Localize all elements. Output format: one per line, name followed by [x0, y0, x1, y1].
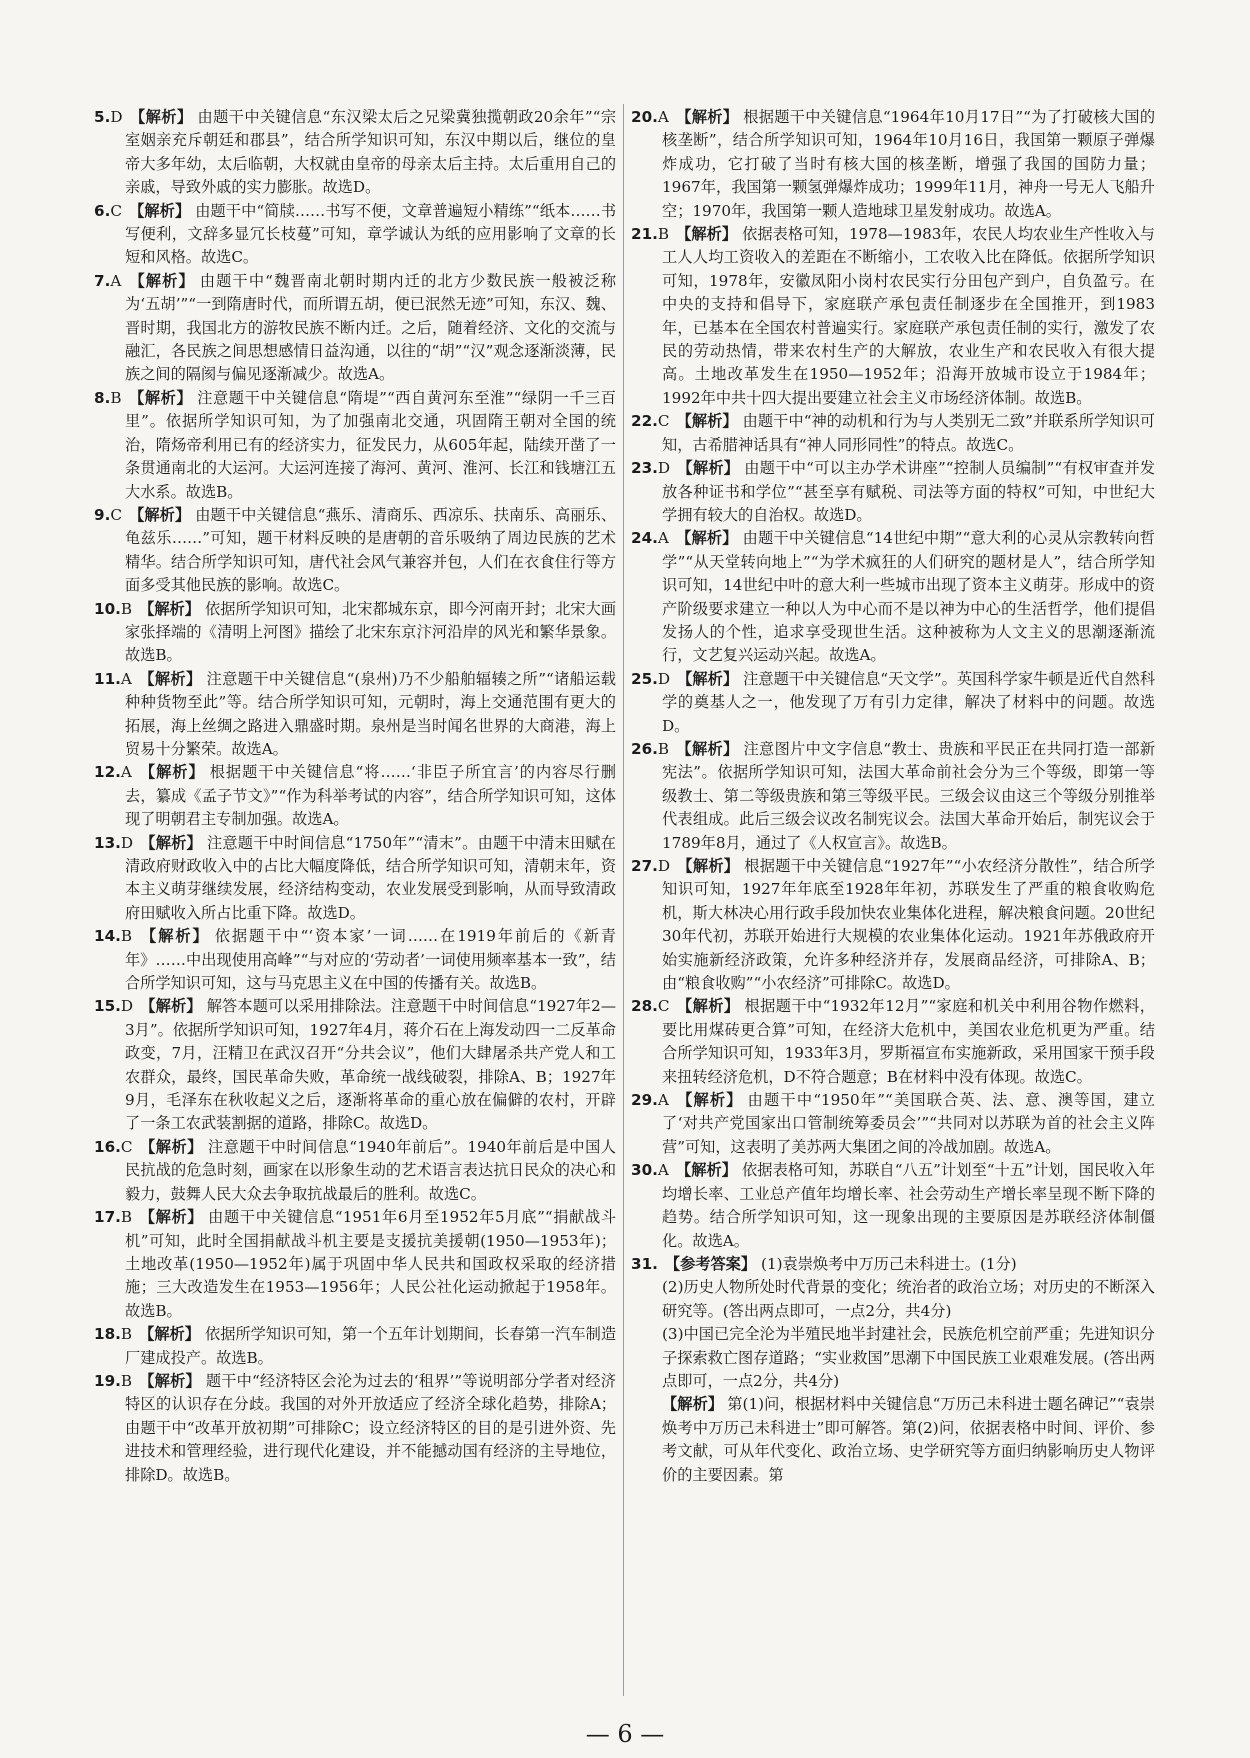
answer-item — [94, 832, 616, 926]
left-column — [94, 106, 616, 1487]
analysis-text: 注意题干中关键信息“隋堤”“西自黄河东至淮”“绿阴一千三百里”。依据所学知识可知，为了加强南北交通，巩固隋王朝对全国的统治，隋炀帝利用已有的经济实力，征发民力，从605年起，陆续开凿了一条贯通南北的大运河。大运河连接了海河、黄河、淮河、长江和钱塘江五大水系。故选B。 — [125, 388, 616, 501]
item-number: 9. — [94, 505, 111, 524]
column-divider — [623, 104, 624, 1696]
answer-item — [94, 1323, 616, 1370]
analysis-text: 依据题干中“‘资本家’一词……在1919年前后的《新青年》……中出现使用高峰”“与对应的‘劳动者’一词使用频率基本一致”，结合所学知识可知，这与马克思主义在中国的传播有关。故选B。 — [125, 927, 616, 993]
analysis-tag: 【解析】 — [128, 388, 193, 407]
analysis-text: 由题干中关键信息“14世纪中期”“意大利的心灵从宗教转向哲学”“从天堂转向地上”“为学术疯狂的人们研究的题材是人”，结合所学知识可知，14世纪中叶的意大利一些城市出现了资本主义萌芽。形成中的资产阶级要求建立一种以人为中心而不是以神为中心的生活哲学，他们提倡发扬人的个性，追求享受现世生活。这种被称为人文主义的思潮逐渐流行，文艺复兴运动兴起。故选A。 — [662, 529, 1155, 665]
answer-choice: A — [657, 529, 669, 548]
answer-item — [94, 1136, 616, 1206]
analysis-text: 依据所学知识可知，第一个五年计划期间，长春第一汽车制造厂建成投产。故选B。 — [125, 1325, 617, 1367]
item-number: 20. — [631, 108, 658, 126]
item-number: 28. — [631, 997, 658, 1016]
answer-choice: D — [120, 997, 134, 1016]
page-number: — 6 — — [585, 1720, 665, 1748]
item-number: 11. — [94, 669, 121, 688]
answer-part-2: (2)历史人物所处时代背景的变化；统治者的政治立场；对历史的不断深入研究等。(答出两点即可，一点2分，共4分) — [662, 1278, 1155, 1320]
analysis-text: 根据题干中关键信息“将……‘非臣子所宜言’的内容尽行删去，纂成《孟子节文》”“作为科举考试的内容”，结合所学知识可知，这体现了明朝君主专制加强。故选A。 — [125, 763, 616, 829]
answer-choice: A — [120, 669, 132, 688]
analysis-text: 根据题干中关键信息“1927年”“小农经济分散性”，结合所学知识可知，1927年年底至1928年年初，苏联发生了严重的粮食收购危机，斯大林决心用行政手段加快农业集体化进程，解决粮食问题。20世纪30年代初，苏联开始进行大规模的农业集体化运动。1921年苏俄政府开始实施新经济政策，允许多种经济并存，发展商品经济，可排除A、B；由“粮食收购”“小农经济”可排除C。故选D。 — [662, 857, 1155, 993]
answer-part-1: (1)袁崇焕考中万历己未科进士。(1分) — [761, 1254, 1017, 1273]
analysis-tag: 【解析】 — [139, 1137, 203, 1156]
answer-item — [94, 1206, 616, 1323]
answer-item — [94, 200, 616, 270]
analysis-tag: 【解析】 — [675, 1161, 738, 1180]
answer-choice: B — [120, 1371, 133, 1390]
analysis-text: 由题干中“可以主办学术讲座”“控制人员编制”“有权审查并发放各种证书和学位”“甚至享有赋税、司法等方面的特权”可知，中世纪大学拥有较大的自治权。故选D。 — [662, 459, 1156, 524]
analysis-tag: 【解析】 — [128, 505, 191, 524]
analysis-text: 根据题干中关键信息“1964年10月17日”“为了打破核大国的核垄断”，结合所学知识可知，1964年10月16日，我国第一颗原子弹爆炸成功，它打破了当时有核大国的核垄断，增强了我国的国防力量；1967年，我国第一颗氢弹爆炸成功；1999年11月，神舟一号无人飞船升空；1970年，我国第一颗人造地球卫星发射成功。故选A。 — [662, 108, 1156, 220]
answer-item — [94, 504, 616, 598]
analysis-text: 由题干中“1950年”“美国联合英、法、意、澳等国，建立了‘对共产党国家出口管制统筹委员会’”“共同对以苏联为首的社会主义阵营”可知，这表明了美苏两大集团之间的冷战加剧。故选A。 — [662, 1091, 1155, 1156]
item-number: 25. — [631, 669, 658, 688]
analysis-tag: 【解析】 — [676, 739, 739, 758]
answer-choice: D — [657, 857, 671, 875]
analysis-tag: 【解析】 — [128, 271, 195, 290]
item-number: 13. — [94, 833, 121, 852]
item-number: 5. — [94, 108, 111, 126]
answer-choice: A — [657, 1091, 669, 1110]
answer-part-3: (3)中国已完全沦为半殖民地半封建社会，民族危机空前严重；先进知识分子探索救亡图存道路；“实业救国”思潮下中国民族工业艰难发展。(答出两点即可，一点2分，共4分) — [662, 1325, 1155, 1390]
answer-choice: A — [657, 1161, 669, 1180]
analysis-tag: 【解析】 — [139, 1208, 204, 1227]
item-number: 16. — [94, 1137, 121, 1156]
item-number: 12. — [94, 763, 121, 782]
answer-choice: B — [120, 1208, 133, 1227]
item-number: 10. — [94, 599, 121, 618]
item-number: 6. — [94, 201, 111, 220]
answer-item — [94, 387, 616, 504]
analysis-tag: 【解析】 — [140, 833, 202, 852]
answer-choice: C — [657, 412, 670, 431]
answer-choice: B — [120, 1325, 133, 1344]
answer-choice: A — [110, 271, 122, 290]
answer-choice: D — [110, 108, 123, 126]
answer-choice: B — [110, 388, 122, 407]
analysis-tag: 【解析】 — [677, 669, 739, 688]
answer-choice: D — [657, 459, 671, 478]
answer-item — [94, 995, 616, 1135]
answer-choice: D — [120, 833, 134, 852]
answer-item — [94, 598, 616, 668]
answer-item — [94, 1370, 616, 1487]
answer-item — [631, 738, 1155, 855]
answer-item — [94, 761, 616, 831]
analysis-tag: 【解析】 — [677, 459, 740, 478]
analysis-text: 题干中“经济特区会沦为过去的‘租界’”等说明部分学者对经济特区的认识存在分歧。我国的对外开放适应了经济全球化趋势，排除A；由题干中“改革开放初期”可排除C；设立经济特区的目的是引进外资、先进技术和管理经验，进行现代化建设，并不能撼动国有经济的主导地位，排除D。故选B。 — [125, 1371, 616, 1484]
analysis-block — [631, 1393, 1155, 1487]
analysis-text: 依据所学知识可知，北宋都城东京，即今河南开封；北宋大画家张择端的《清明上河图》描绘了北宋东京汴河沿岸的风光和繁华景象。故选B。 — [125, 599, 617, 665]
answer-item — [631, 457, 1155, 527]
answer-item — [631, 410, 1155, 457]
answer-item — [631, 527, 1155, 667]
answer-choice: C — [657, 997, 670, 1016]
analysis-tag: 【解析】 — [675, 108, 739, 126]
analysis-tag: 【解析】 — [675, 1091, 743, 1110]
analysis-tag: 【解析】 — [140, 997, 202, 1016]
analysis-text: 注意图片中文字信息“教士、贵族和平民正在共同打造一部新宪法”。依据所学知识可知，法国大革命前社会分为三个等级，即第一等级教士、第二等级贵族和第三等级平民。三级会议由这三个等级分别推举代表组成。此后三级会议改名制宪议会。法国大革命开始后，制宪议会于1789年8月，通过了《人权宣言》。故选B。 — [662, 739, 1156, 852]
answer-item — [631, 1159, 1155, 1253]
analysis-tag: 【解析】 — [138, 669, 202, 688]
answer-item — [94, 270, 616, 387]
answer-item — [94, 925, 616, 995]
answer-item — [94, 668, 616, 762]
item-number: 21. — [631, 225, 658, 244]
analysis-tag: 【解析】 — [676, 225, 738, 244]
analysis-text: 注意题干中关键信息“天文学”。英国科学家牛顿是近代自然科学的奠基人之一，他发现了万有引力定律，解决了材料中的问题。故选D。 — [662, 669, 1156, 735]
analysis-tag: 【解析】 — [139, 1325, 201, 1344]
item-number: 27. — [631, 857, 658, 875]
analysis-tag: 【解析】 — [677, 857, 740, 875]
analysis-tag: 【解析】 — [129, 108, 193, 126]
analysis-text: 注意题干中时间信息“1940年前后”。1940年前后是中国人民抗战的危急时刻，画家在以形象生动的艺术语言表达抗日民众的决心和毅力，鼓舞人民大众去争取抗战最后的胜利。故选C。 — [125, 1137, 616, 1203]
analysis-text: 根据题干中“1932年12月”“家庭和机关中利用谷物作燃料，要比用煤砖更合算”可知，在经济大危机中，美国农业危机更为严重。结合所学知识可知，1933年3月，罗斯福宣布实施新政，采用国家干预手段来扭转经济危机，D不符合题意；B在材料中没有体现。故选C。 — [662, 997, 1155, 1086]
answer-item — [631, 106, 1155, 223]
item-number: 7. — [94, 271, 111, 290]
item-number: 30. — [631, 1161, 658, 1180]
analysis-tag: 【解析】 — [676, 412, 738, 431]
item-number: 24. — [631, 529, 658, 548]
item-number: 14. — [94, 927, 121, 946]
analysis-text: 依据表格可知，1978—1983年，农民人均农业生产性收入与工人人均工资收入的差距在不断缩小，工农收入比在降低。依据所学知识可知，1978年，安徽凤阳小岗村农民实行分田包产到户，自负盈亏。在中央的支持和倡导下，家庭联产承包责任制逐步在全国推开，到1983年，已基本在全国农村普遍实行。家庭联产承包责任制的实行，激发了农民的劳动热情，带来农村生产的大解放，农业生产和农民收入有很大提高。土地改革发生在1950—1952年；沿海开放城市设立于1984年；1992年中共十四大提出要建立社会主义市场经济体制。故选B。 — [662, 225, 1155, 407]
analysis-text: 由题干中“简牍……书写不便，文章普遍短小精练”“纸本……书写便利，文辞多显冗长枝蔓”可知，章学诚认为纸的应用影响了文章的长短和风格。故选C。 — [125, 201, 617, 267]
analysis-tag: 【解析】 — [138, 763, 205, 782]
item-number: 17. — [94, 1208, 121, 1227]
answer-choice: B — [120, 927, 133, 946]
analysis-text: 由题干中“神的动机和行为与人类别无二致”并联系所学知识可知，古希腊神话具有“神人同形同性”的特点。故选C。 — [662, 412, 1156, 454]
analysis-tag: 【解析】 — [139, 1371, 201, 1390]
right-items — [631, 106, 1155, 1253]
analysis-tag: 【解析】 — [128, 201, 191, 220]
analysis-text: 解答本题可以采用排除法。注意题干中时间信息“1927年2—3月”。依据所学知识可知，1927年4月，蒋介石在上海发动四一二反革命政变，7月，汪精卫在武汉召开“分共会议”，他们大肆屠杀共产党人和工农群众，最终，国民革命失败，革命统一战线破裂，排除A、B；1927年9月，毛泽东在秋收起义之后，逐渐将革命的重心放在偏僻的农村，开辟了一条工农武装割据的道路，排除C。故选D。 — [125, 997, 617, 1133]
answer-item — [94, 106, 616, 200]
analysis-tag: 【解析】 — [676, 997, 740, 1016]
analysis-text: 由题干中关键信息“燕乐、清商乐、西凉乐、扶南乐、高丽乐、龟兹乐……”可知，题干材料反映的是唐朝的音乐吸纳了周边民族的艺术精华。结合所学知识可知，唐代社会风气兼容并包，人们在衣食住行等方面多受其他民族的影响。故选C。 — [125, 505, 617, 595]
analysis-tag: 【解析】 — [139, 599, 201, 618]
item-number: 18. — [94, 1325, 121, 1344]
analysis-text: 注意题干中时间信息“1750年”“清末”。由题干中清末田赋在清政府财政收入中的占比大幅度降低，结合所学知识可知，清朝末年，资本主义萌芽继续发展，经济结构变动，农业发展受到影响，从而导致清政府田赋收入所占比重下降。故选D。 — [125, 833, 616, 922]
answer-choice: A — [657, 108, 669, 126]
item-number: 19. — [94, 1371, 121, 1390]
answer-choice: A — [120, 763, 132, 782]
analysis-text: 由题干中关键信息“东汉梁太后之兄梁冀独揽朝政20余年”“宗室姻亲充斥朝廷和郡县”，结合所学知识可知，东汉中期以后，继位的皇帝大多年幼，太后临朝，大权就由皇帝的母亲太后主持。太后重用自己的亲戚，导致外戚的实力膨胀。故选D。 — [125, 108, 617, 197]
analysis-text: 依据表格可知，苏联自“八五”计划至“十五”计划，国民收入年均增长率、工业总产值年均增长率、社会劳动生产增长率呈现不断下降的趋势。结合所学知识可知，这一现象出现的主要原因是苏联经济体制僵化。故选A。 — [662, 1161, 1156, 1250]
item-number: 31. — [631, 1254, 658, 1273]
analysis-tag: 【解析】 — [662, 1395, 724, 1414]
analysis-tag: 【解析】 — [675, 529, 738, 548]
answer-item — [631, 223, 1155, 410]
answer-choice: C — [120, 1137, 133, 1156]
item-number: 15. — [94, 997, 121, 1016]
answer-item — [631, 855, 1155, 995]
answer-choice: D — [657, 669, 671, 688]
analysis-tag: 【解析】 — [139, 927, 210, 946]
answer-choice: B — [120, 599, 133, 618]
analysis-text: 注意题干中关键信息“(泉州)乃不少船舶辐辏之所”“诸船运载种种货物至此”等。结合所学知识可知，元朝时，海上交通范围有更大的拓展，海上丝绸之路进入鼎盛时期。泉州是当时闻名世界的大商港，海上贸易十分繁荣。故选A。 — [125, 669, 616, 758]
item-number: 22. — [631, 412, 658, 431]
answer-item-31 — [631, 1253, 1155, 1276]
answer-choice: B — [657, 225, 670, 244]
analysis-text: 由题干中关键信息“1951年6月至1952年5月底”“捐献战斗机”可知，此时全国捐献战斗机主要是支援抗美援朝(1950—1953年)；土地改革(1950—1952年)属于巩固中华人民共和国政权采取的经济措施；三大改造发生在1953—1956年；人民公社化运动掀起于1958年。故选B。 — [125, 1208, 617, 1320]
answer-choice: B — [657, 739, 670, 758]
answer-item — [631, 668, 1155, 738]
analysis-text: 由题干中“魏晋南北朝时期内迁的北方少数民族一般被泛称为‘五胡’”“一到隋唐时代，而所谓五胡，便已泯然无迹”可知，东汉、魏、晋时期，我国北方的游牧民族不断内迁。之后，随着经济、文化的交流与融汇，各民族之间思想感情日益沟通，以往的“胡”“汉”观念逐渐淡薄，民族之间的隔阂与偏见逐渐减少。故选A。 — [125, 271, 617, 384]
right-column — [631, 106, 1155, 1487]
item-number: 29. — [631, 1091, 658, 1110]
analysis-text: 第(1)问，根据材料中关键信息“万历己未科进士题名碑记”“袁崇焕考中万历己未科进士”即可解答。第(2)问，依据表格中时间、评价、参考文献，可从年代变化、政治立场、史学研究等方面归纳影响历史人物评价的主要因素。第 — [662, 1395, 1155, 1484]
item-number: 23. — [631, 459, 658, 478]
answer-choice: C — [110, 505, 122, 524]
item-number: 8. — [94, 388, 111, 407]
answer-item — [631, 1089, 1155, 1159]
answer-choice: C — [110, 201, 122, 220]
reference-answer-tag: 【参考答案】 — [664, 1254, 757, 1273]
answer-item — [631, 995, 1155, 1089]
item-number: 26. — [631, 739, 658, 758]
